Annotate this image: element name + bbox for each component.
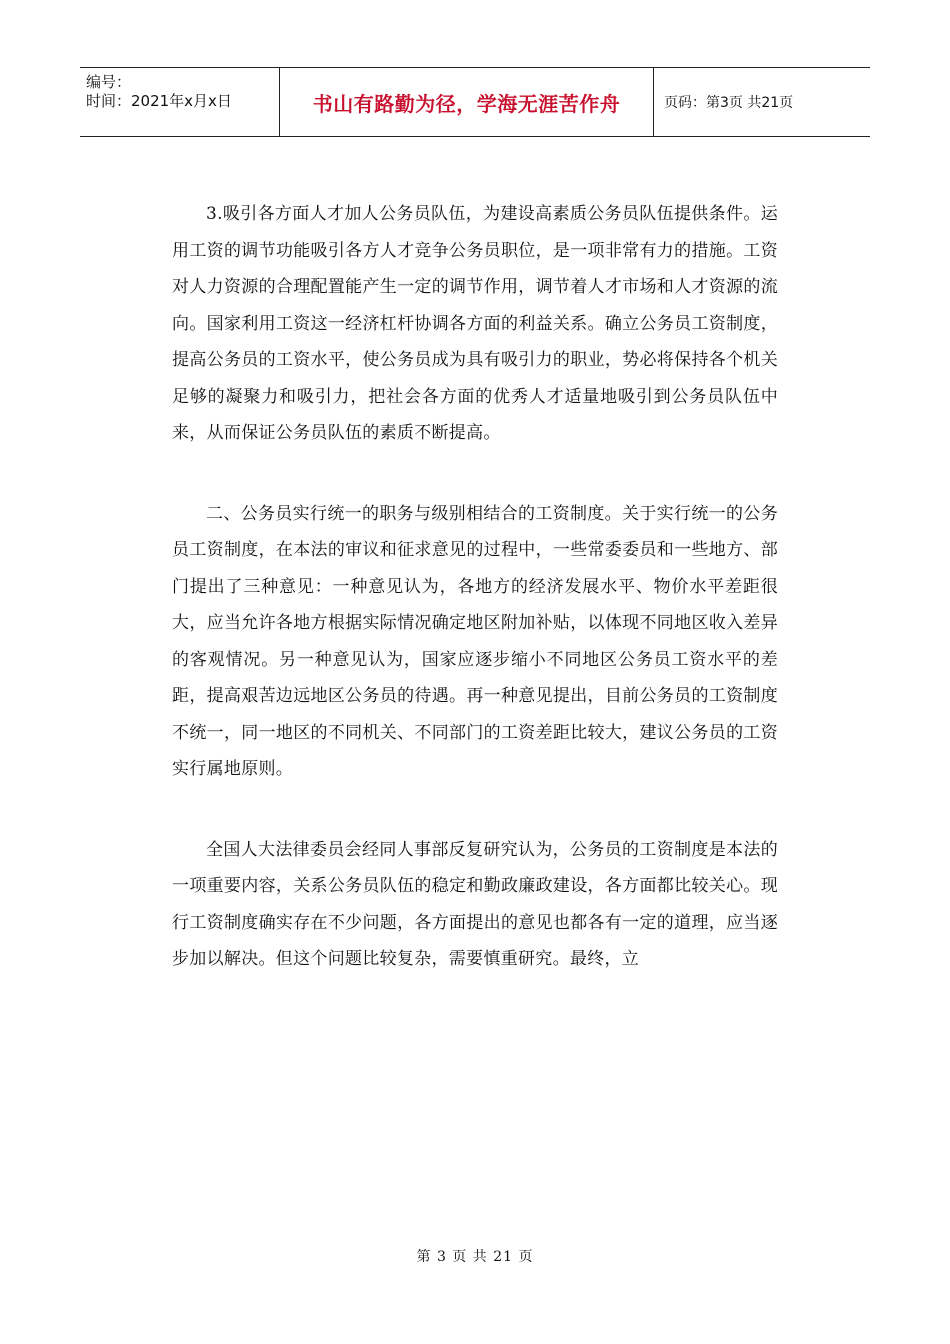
paragraph-1: 3.吸引各方面人才加人公务员队伍，为建设高素质公务员队伍提供条件。运用工资的调节功能吸引各方人才竞争公务员职位，是一项非常有力的措施。工资对人力资源的合理配置能产生一定的调节作用，调节着人才市场和人才资源的流向。国家利用工资这一经济杠杆协调各方面的利益关系。确立公务员工资制度，提高公务员的工资水平，使公务员成为具有吸引力的职业，势必将保持各个机关足够的凝聚力和吸引力，把社会各方面的优秀人才适量地吸引到公务员队伍中来，从而保证公务员队伍的素质不断提高。 <box>172 204 778 443</box>
paragraph-3: 全国人大法律委员会经同人事部反复研究认为，公务员的工资制度是本法的一项重要内容，关系公务员队伍的稳定和勤政廉政建设，各方面都比较关心。现行工资制度确实存在不少问题，各方面提出的意见也都各有一定的道理，应当逐步加以解决。但这个问题比较复杂，需要慎重研究。最终，立 <box>172 839 778 969</box>
page-footer: 第 3 页 共 21 页 <box>416 1249 534 1265</box>
document-header <box>80 67 870 137</box>
header-motto: 书山有路勤为径，学海无涯苦作舟 <box>280 68 654 136</box>
code-label: 编号： <box>86 73 132 91</box>
document-body <box>172 196 778 1022</box>
date-label: 时间：2021年x月x日 <box>86 92 232 110</box>
header-meta-cell <box>80 68 280 136</box>
header-page-info: 页码：第3页 共21页 <box>664 95 794 111</box>
paragraph-2: 二、公务员实行统一的职务与级别相结合的工资制度。关于实行统一的公务员工资制度，在本法的审议和征求意见的过程中，一些常委委员和一些地方、部门提出了三种意见：一种意见认为，各地方的经济发展水平、物价水平差距很大，应当允许各地方根据实际情况确定地区附加补贴，以体现不同地区收入差异的客观情况。另一种意见认为，国家应逐步缩小不同地区公务员工资水平的差距，提高艰苦边远地区公务员的待遇。再一种意见提出，目前公务员的工资制度不统一，同一地区的不同机关、不同部门的工资差距比较大，建议公务员的工资实行属地原则。 <box>172 503 778 779</box>
